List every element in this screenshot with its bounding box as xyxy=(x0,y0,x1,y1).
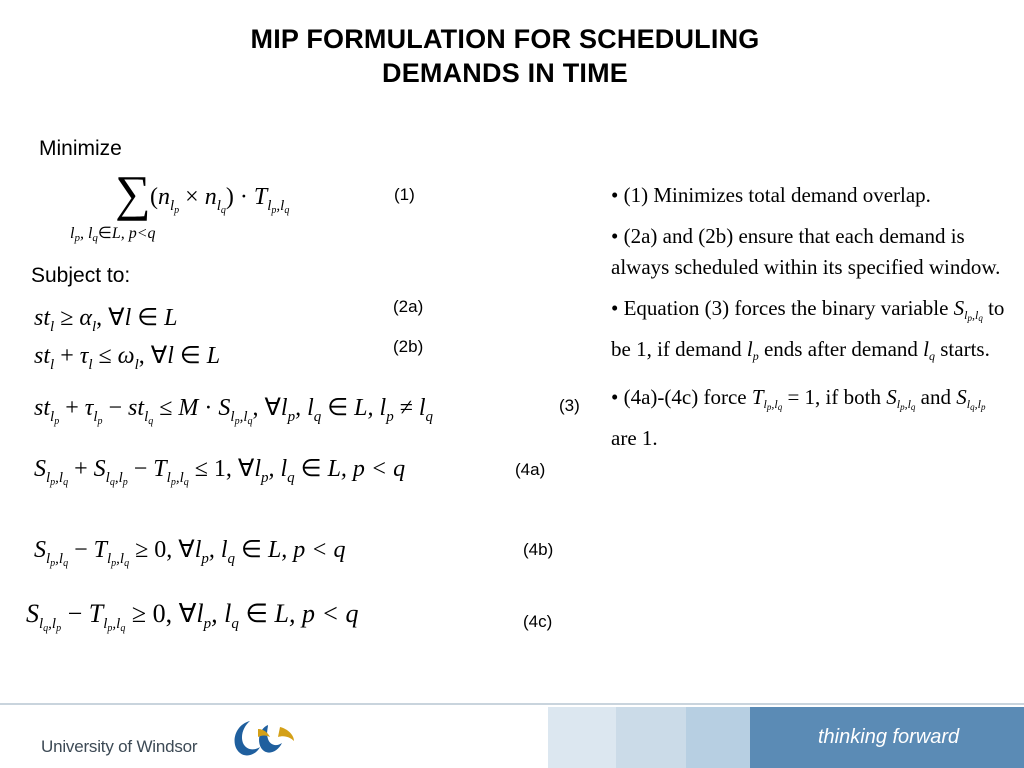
note-equation-3: • Equation (3) forces the binary variable $S_{l_p,l_q}$ to be 1, if demand $l_p$ ends after demand $l_q$ starts. xyxy=(611,296,1005,363)
summation-index: $l_p$, $l_q\in L$, p<q xyxy=(70,225,156,244)
constraint-3: $st_{l_p} + \tau_{l_p} - st_{l_q} \le M \cdot S_{l_p,l_q}$, $\forall l_p$, $l_q$ ∈ L, $l_p \ne l_q$ xyxy=(34,395,434,427)
footer-block-pale xyxy=(548,707,616,768)
equation-label-2b: (2b) xyxy=(393,337,424,356)
notes-panel xyxy=(611,180,1006,464)
note-window: • (2a) and (2b) ensure that each demand is always scheduled within its specified window. xyxy=(611,224,1001,279)
constraint-4a: $S_{l_p,l_q} + S_{l_q,l_p} - T_{l_p,l_q} \le 1$, $\forall l_p$, $l_q$ ∈ L, p < q xyxy=(34,456,406,488)
equation-label-2a: (2a) xyxy=(393,297,424,316)
footer xyxy=(0,703,1024,768)
objective-expression: $(n_{l_p} \times n_{l_q}) \cdot T_{l_p,l_q}$ xyxy=(150,184,290,216)
subject-to-label: Subject to: xyxy=(31,264,131,287)
equation-label-4c: (4c) xyxy=(523,612,553,631)
footer-divider xyxy=(0,703,1024,705)
constraint-4c: $S_{l_q,l_p} - T_{l_p,l_q} \ge 0$, $\forall l_p$, $l_q$ ∈ L, p < q xyxy=(26,599,359,634)
university-logo-icon xyxy=(228,717,298,759)
title-line-1: MIP FORMULATION FOR SCHEDULING xyxy=(250,24,760,54)
footer-block-mid xyxy=(686,707,750,768)
title-line-2: DEMANDS IN TIME xyxy=(382,58,628,88)
equation-label-1: (1) xyxy=(394,185,415,204)
equation-label-4a: (4a) xyxy=(515,460,546,479)
note-objective: • (1) Minimizes total demand overlap. xyxy=(611,183,931,207)
summation-symbol: ∑ xyxy=(115,165,151,221)
footer-block-light xyxy=(616,707,686,768)
constraint-2a: $st_l \ge \alpha_l$, ∀l ∈ L xyxy=(34,305,178,335)
footer-tagline: thinking forward xyxy=(818,726,960,748)
slide-title xyxy=(0,22,1010,90)
constraint-2b: $st_l + \tau_l \le \omega_l$, ∀l ∈ L xyxy=(34,343,221,373)
equation-label-4b: (4b) xyxy=(523,540,554,559)
note-equation-4: • (4a)-(4c) force $T_{l_p,l_q} = 1$, if both $S_{l_p,l_q}$ and $S_{l_q,l_p}$ are 1. xyxy=(611,385,986,450)
constraint-4b: $S_{l_p,l_q} - T_{l_p,l_q} \ge 0$, $\forall l_p$, $l_q$ ∈ L, p < q xyxy=(34,537,346,569)
minimize-label: Minimize xyxy=(39,137,122,160)
equation-label-3: (3) xyxy=(559,396,580,415)
university-name: University of Windsor xyxy=(41,737,198,756)
